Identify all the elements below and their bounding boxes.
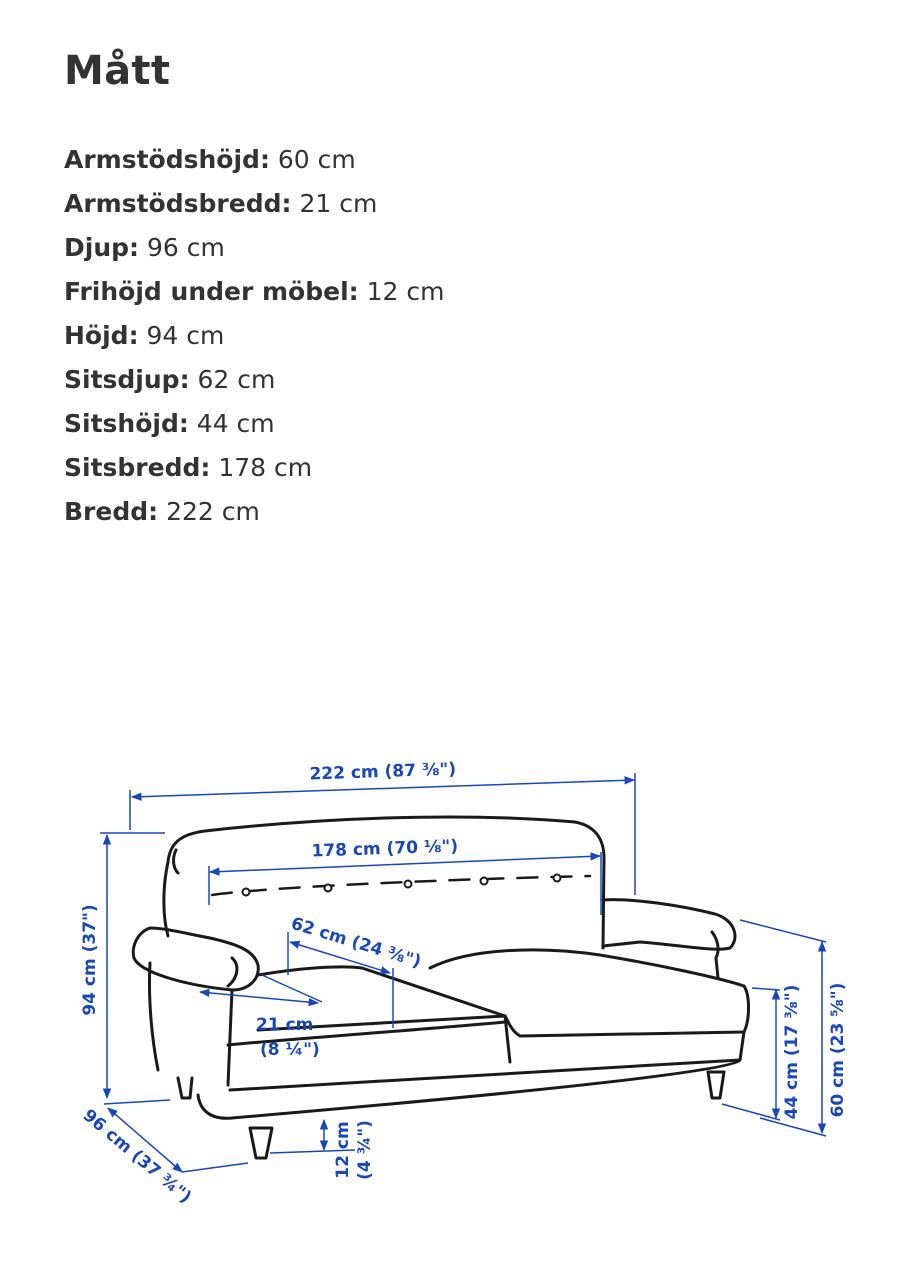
seat-height-dimension-label: 44 cm (17 ⅜") <box>782 984 802 1120</box>
spec-armrest-height <box>64 140 444 184</box>
sofa-dimension-illustration <box>0 740 902 1240</box>
spec-width <box>64 492 444 536</box>
page-title: Mått <box>64 48 171 94</box>
spec-label: Höjd: <box>64 321 139 350</box>
spec-depth <box>64 228 444 272</box>
spec-height <box>64 316 444 360</box>
depth-dimension-label: 96 cm (37 ¾") <box>78 1105 195 1208</box>
armrest-height-dimension-label: 60 cm (23 ⅝") <box>828 982 848 1118</box>
sofa-outline <box>133 817 748 1158</box>
spec-value: 94 cm <box>146 321 225 350</box>
spec-value: 44 cm <box>196 409 275 438</box>
spec-clearance <box>64 272 444 316</box>
spec-label: Sitsdjup: <box>64 365 190 394</box>
spec-value: 60 cm <box>277 145 356 174</box>
height-dimension-label: 94 cm (37") <box>80 904 100 1016</box>
spec-seat-width <box>64 448 444 492</box>
seat-depth-dimension-label: 62 cm (24 ⅜") <box>288 913 424 973</box>
spec-value: 96 cm <box>146 233 225 262</box>
seat-width-dimension-label: 178 cm (70 ⅛") <box>311 836 459 862</box>
spec-label: Sitsbredd: <box>64 453 211 482</box>
spec-seat-depth <box>64 360 444 404</box>
spec-label: Armstödshöjd: <box>64 145 270 174</box>
spec-label: Bredd: <box>64 497 159 526</box>
spec-value: 12 cm <box>366 277 445 306</box>
spec-label: Frihöjd under möbel: <box>64 277 359 306</box>
clearance-label-in: (4 ¾") <box>355 1120 375 1180</box>
spec-value: 178 cm <box>218 453 313 482</box>
spec-label: Djup: <box>64 233 140 262</box>
spec-value: 21 cm <box>299 189 378 218</box>
width-dimension-label: 222 cm (87 ⅜") <box>309 759 457 785</box>
dimensions-list <box>64 140 444 536</box>
armrest-width-label-cm: 21 cm <box>256 1015 314 1035</box>
spec-value: 222 cm <box>166 497 260 526</box>
spec-value: 62 cm <box>197 365 276 394</box>
clearance-label-cm: 12 cm <box>333 1121 353 1179</box>
spec-seat-height <box>64 404 444 448</box>
spec-label: Sitshöjd: <box>64 409 189 438</box>
armrest-width-label-in: (8 ¼") <box>260 1040 320 1060</box>
spec-label: Armstödsbredd: <box>64 189 292 218</box>
spec-armrest-width <box>64 184 444 228</box>
